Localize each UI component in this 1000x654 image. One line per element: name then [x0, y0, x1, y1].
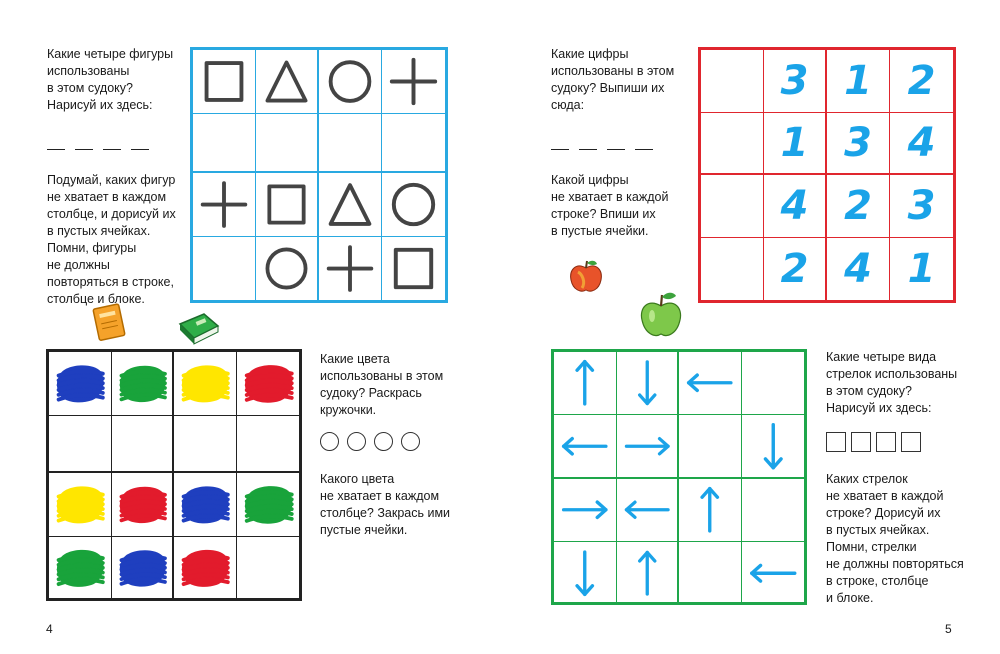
yellow-color-scribble — [174, 352, 236, 415]
green-color-scribble — [237, 473, 300, 536]
sudoku-cell[interactable] — [701, 175, 764, 238]
arrow-down-icon — [554, 542, 616, 605]
shapes-sudoku-grid — [190, 47, 448, 303]
sudoku-cell — [554, 479, 617, 542]
sudoku-cell[interactable] — [174, 416, 237, 474]
sudoku-cell[interactable] — [193, 114, 256, 173]
sudoku-cell — [112, 473, 175, 537]
sudoku-cell — [49, 473, 112, 537]
green-color-scribble — [112, 352, 173, 415]
sudoku-cell[interactable] — [237, 416, 300, 474]
color-answer-circles[interactable] — [320, 432, 420, 451]
arrows-question-text: Какие четыре вида стрелок использованы в этом судоку? Нарисуй их здесь: — [826, 350, 958, 415]
numbers-answer-blanks[interactable] — [551, 148, 653, 150]
sudoku-cell — [49, 352, 112, 416]
digit-4: 4 — [780, 182, 809, 229]
sudoku-cell — [382, 173, 445, 237]
book-icon — [176, 310, 222, 353]
arrow-up-icon — [617, 542, 678, 605]
arrow-down-icon — [742, 415, 805, 478]
digit-2: 2 — [844, 182, 872, 229]
digit-1: 1 — [780, 119, 809, 166]
shapes-instructions-text: Подумай, каких фигур не хватает в каждом столбце, и дорисуй их в пустых ячейках. Помни, фигуры не должны повторяться в строке, столбце и блоке. — [47, 173, 176, 306]
arrow-left-icon — [554, 415, 616, 478]
sudoku-cell — [256, 50, 319, 114]
arrow-right-icon — [617, 415, 678, 478]
sudoku-cell — [742, 542, 805, 605]
sudoku-cell — [827, 238, 890, 301]
arrows-sudoku-grid — [551, 349, 807, 605]
sudoku-cell — [174, 352, 237, 416]
green-apple-icon — [636, 288, 686, 345]
square-shape — [256, 173, 317, 236]
arrow-down-icon — [617, 352, 678, 414]
sudoku-cell[interactable] — [237, 537, 300, 599]
shapes-answer-blanks[interactable] — [47, 148, 149, 150]
blue-color-scribble — [112, 537, 173, 599]
sudoku-cell[interactable] — [679, 415, 742, 480]
sudoku-cell[interactable] — [382, 114, 445, 173]
colors-question-text: Какие цвета использованы в этом судоку? Раскрась кружочки. — [320, 352, 444, 417]
sudoku-cell[interactable] — [742, 479, 805, 542]
sudoku-cell — [827, 175, 890, 238]
sudoku-cell — [49, 537, 112, 599]
sudoku-cell — [319, 173, 382, 237]
sudoku-cell[interactable] — [49, 416, 112, 474]
sudoku-cell — [764, 238, 827, 301]
numbers-question-text: Какие цифры использованы в этом судоку? Выпиши их сюда: — [551, 47, 675, 112]
arrow-answer-squares[interactable] — [826, 432, 921, 452]
red-color-scribble — [237, 352, 300, 415]
sudoku-cell[interactable] — [319, 114, 382, 173]
triangle-shape — [319, 173, 381, 236]
sudoku-cell — [617, 415, 680, 480]
arrow-left-icon — [742, 542, 805, 605]
notebook-icon — [88, 300, 132, 349]
circle-shape — [382, 173, 445, 236]
shapes-question-text: Какие четыре фигуры использованы в этом судоку? Нарисуй их здесь: — [47, 47, 174, 112]
digit-3: 3 — [907, 182, 936, 229]
sudoku-cell — [764, 113, 827, 176]
sudoku-cell — [764, 50, 827, 113]
arrow-up-icon — [679, 479, 741, 541]
arrow-left-icon — [617, 479, 678, 541]
sudoku-cell — [256, 173, 319, 237]
digit-3: 3 — [780, 57, 809, 104]
circle-shape — [319, 50, 381, 113]
numbers-sudoku-grid — [698, 47, 956, 303]
sudoku-cell — [742, 415, 805, 480]
red-color-scribble — [174, 537, 236, 599]
sudoku-cell[interactable] — [701, 50, 764, 113]
sudoku-cell — [890, 50, 953, 113]
sudoku-cell[interactable] — [701, 238, 764, 301]
sudoku-cell — [382, 237, 445, 300]
colors-sudoku-grid — [46, 349, 302, 601]
digit-3: 3 — [844, 119, 872, 166]
circle-shape — [256, 237, 317, 300]
green-color-scribble — [49, 537, 111, 599]
sudoku-cell — [827, 113, 890, 176]
sudoku-cell — [554, 352, 617, 415]
square-shape — [193, 50, 255, 113]
sudoku-cell[interactable] — [742, 352, 805, 415]
digit-1: 1 — [844, 57, 872, 104]
digit-4: 4 — [844, 245, 872, 292]
colors-instructions-text: Какого цвета не хватает в каждом столбце? Закрась ими пустые ячейки. — [320, 472, 451, 537]
sudoku-cell — [193, 173, 256, 237]
arrow-left-icon — [679, 352, 741, 414]
sudoku-cell — [256, 237, 319, 300]
sudoku-cell — [319, 50, 382, 114]
sudoku-cell — [554, 542, 617, 605]
sudoku-cell — [112, 352, 175, 416]
sudoku-cell — [112, 537, 175, 599]
sudoku-cell — [679, 479, 742, 542]
sudoku-cell — [890, 238, 953, 301]
sudoku-cell — [554, 415, 617, 480]
sudoku-cell — [174, 537, 237, 599]
sudoku-cell — [827, 50, 890, 113]
triangle-shape — [256, 50, 317, 113]
arrow-up-icon — [554, 352, 616, 414]
numbers-instructions-text: Какой цифры не хватает в каждой строке? Впиши их в пустые ячейки. — [551, 173, 669, 238]
sudoku-cell — [679, 352, 742, 415]
sudoku-cell[interactable] — [701, 113, 764, 176]
sudoku-cell — [193, 50, 256, 114]
red-apple-icon — [566, 256, 606, 301]
sudoku-cell — [382, 50, 445, 114]
digit-4: 4 — [907, 119, 936, 166]
sudoku-cell — [764, 175, 827, 238]
digit-2: 2 — [780, 245, 809, 292]
sudoku-cell — [617, 352, 680, 415]
sudoku-cell — [890, 175, 953, 238]
blue-color-scribble — [174, 473, 236, 536]
sudoku-cell — [237, 473, 300, 537]
sudoku-cell — [617, 479, 680, 542]
page-number-left: 4 — [46, 622, 53, 636]
arrows-instructions-text: Каких стрелок не хватает в каждой строке? Дорисуй их в пустых ячейках. Помни, стрелки не должны повторяться в строке, столбце и блоке. — [826, 472, 964, 605]
red-color-scribble — [112, 473, 173, 536]
sudoku-cell[interactable] — [256, 114, 319, 173]
blue-color-scribble — [49, 352, 111, 415]
sudoku-cell — [617, 542, 680, 605]
yellow-color-scribble — [49, 473, 111, 536]
plus-shape — [382, 50, 445, 113]
sudoku-cell — [319, 237, 382, 300]
sudoku-cell — [174, 473, 237, 537]
sudoku-cell[interactable] — [679, 542, 742, 605]
plus-shape — [319, 237, 381, 300]
sudoku-cell — [237, 352, 300, 416]
sudoku-cell[interactable] — [112, 416, 175, 474]
sudoku-cell[interactable] — [193, 237, 256, 300]
digit-2: 2 — [907, 57, 936, 104]
digit-1: 1 — [907, 245, 936, 292]
arrow-right-icon — [554, 479, 616, 541]
page-number-right: 5 — [945, 622, 952, 636]
square-shape — [382, 237, 445, 300]
plus-shape — [193, 173, 255, 236]
sudoku-cell — [890, 113, 953, 176]
